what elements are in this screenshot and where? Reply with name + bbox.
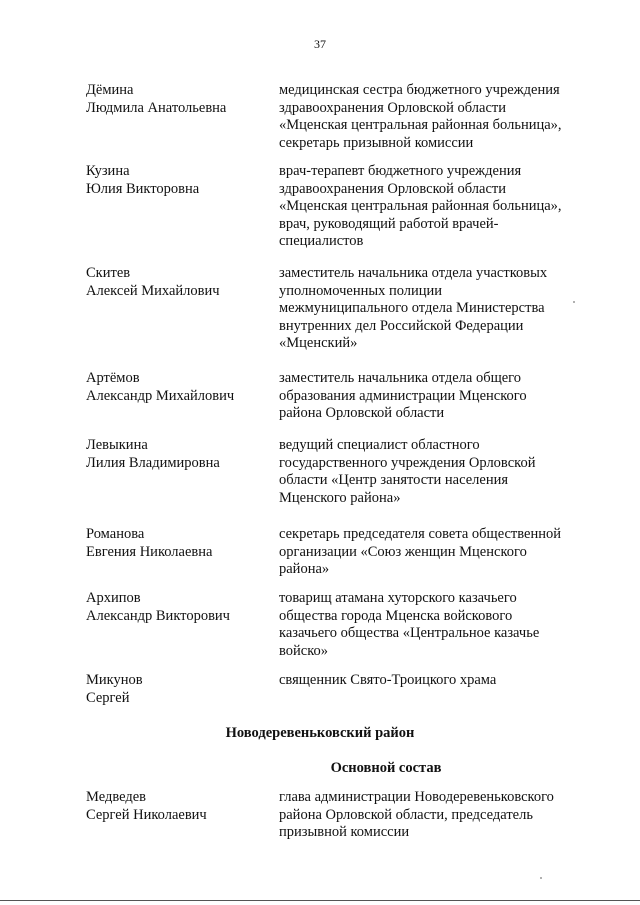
page-number: 37	[314, 37, 326, 51]
member-name-line: Медведев	[86, 789, 146, 805]
member-role-line: заместитель начальника отдела участковых	[279, 265, 548, 281]
member-role-line: внутренних дел Российской Федерации	[279, 317, 524, 334]
member-name-line: Сергей	[86, 689, 130, 706]
member-name	[86, 265, 271, 300]
member-role-line: «Мценская центральная районная больница»,	[279, 198, 562, 214]
member-role	[279, 370, 579, 423]
member-role	[279, 672, 579, 690]
member-role-line: товарищ атамана хуторского казачьего	[279, 590, 517, 606]
member-role-line: Мценского района»	[279, 489, 401, 506]
member-role-line: секретарь председателя совета общественной	[279, 526, 561, 542]
member-role-line: района Орловской области	[279, 405, 445, 421]
member-role-line: медицинская сестра бюджетного учреждения	[279, 82, 560, 98]
member-role-line: района Орловской области, председатель	[279, 806, 533, 823]
member-name-line: Юлия Викторовна	[86, 180, 200, 197]
member-role	[279, 163, 579, 251]
member-name	[86, 590, 271, 625]
member-role-line: заместитель начальника отдела общего	[279, 370, 522, 386]
member-name-line: Александр Михайлович	[86, 387, 235, 404]
member-name	[86, 437, 271, 472]
member-role-line: общества города Мценска войскового	[279, 607, 513, 624]
member-role	[279, 437, 579, 507]
member-role	[279, 789, 579, 842]
member-name-line: Алексей Михайлович	[86, 282, 220, 299]
member-name-line: Людмила Анатольевна	[86, 99, 227, 116]
member-name	[86, 82, 271, 117]
member-name-line: Александр Викторович	[86, 607, 230, 624]
member-name-line: Романова	[86, 526, 145, 542]
member-role-line: образования администрации Мценского	[279, 387, 527, 404]
member-name	[86, 789, 271, 824]
member-name-line: Скитев	[86, 265, 131, 281]
member-name-line: Дёмина	[86, 82, 134, 98]
member-role-line: здравоохранения Орловской области	[279, 99, 506, 116]
member-name-line: Артёмов	[86, 370, 140, 386]
member-role	[279, 526, 579, 579]
member-name-line: Сергей Николаевич	[86, 806, 207, 823]
member-role	[279, 590, 579, 660]
section-heading: Основной состав	[330, 760, 442, 776]
member-role-line: специалистов	[279, 233, 364, 249]
member-role-line: района»	[279, 561, 330, 577]
scan-speck	[573, 301, 575, 303]
district-heading: Новодеревеньковский район	[225, 725, 415, 741]
member-role-line: «Мценская центральная районная больница»,	[279, 117, 562, 133]
member-role-line: здравоохранения Орловской области	[279, 180, 506, 197]
member-name	[86, 163, 271, 198]
member-role-line: государственного учреждения Орловской	[279, 454, 536, 471]
member-name-line: Микунов	[86, 672, 143, 688]
member-role-line: области «Центр занятости населения	[279, 472, 509, 488]
member-name-line: Евгения Николаевна	[86, 543, 213, 560]
member-name	[86, 370, 271, 405]
member-role-line: врач, руководящий работой врачей-	[279, 215, 499, 232]
member-role-line: ведущий специалист областного	[279, 437, 480, 453]
member-role-line: войско»	[279, 642, 329, 659]
member-role-line: межмуниципального отдела Министерства	[279, 300, 545, 316]
scan-speck	[540, 877, 542, 879]
bottom-rule	[0, 900, 640, 901]
member-name-line: Лилия Владимировна	[86, 454, 220, 471]
member-role-line: священник Свято-Троицкого храма	[279, 672, 497, 688]
member-name-line: Архипов	[86, 590, 141, 606]
member-role-line: призывной комиссии	[279, 824, 410, 840]
member-role-line: организации «Союз женщин Мценского	[279, 543, 527, 560]
member-name-line: Кузина	[86, 163, 130, 179]
member-role-line: врач-терапевт бюджетного учреждения	[279, 163, 522, 179]
member-role-line: секретарь призывной комиссии	[279, 134, 474, 151]
member-role-line: казачьего общества «Центральное казачье	[279, 625, 540, 641]
member-role-line: уполномоченных полиции	[279, 282, 443, 299]
member-name-line: Левыкина	[86, 437, 148, 453]
member-name	[86, 526, 271, 561]
member-name	[86, 672, 271, 707]
member-role	[279, 82, 579, 152]
member-role-line: «Мценский»	[279, 335, 358, 351]
member-role-line: глава администрации Новодеревеньковского	[279, 789, 554, 805]
member-role	[279, 265, 579, 353]
